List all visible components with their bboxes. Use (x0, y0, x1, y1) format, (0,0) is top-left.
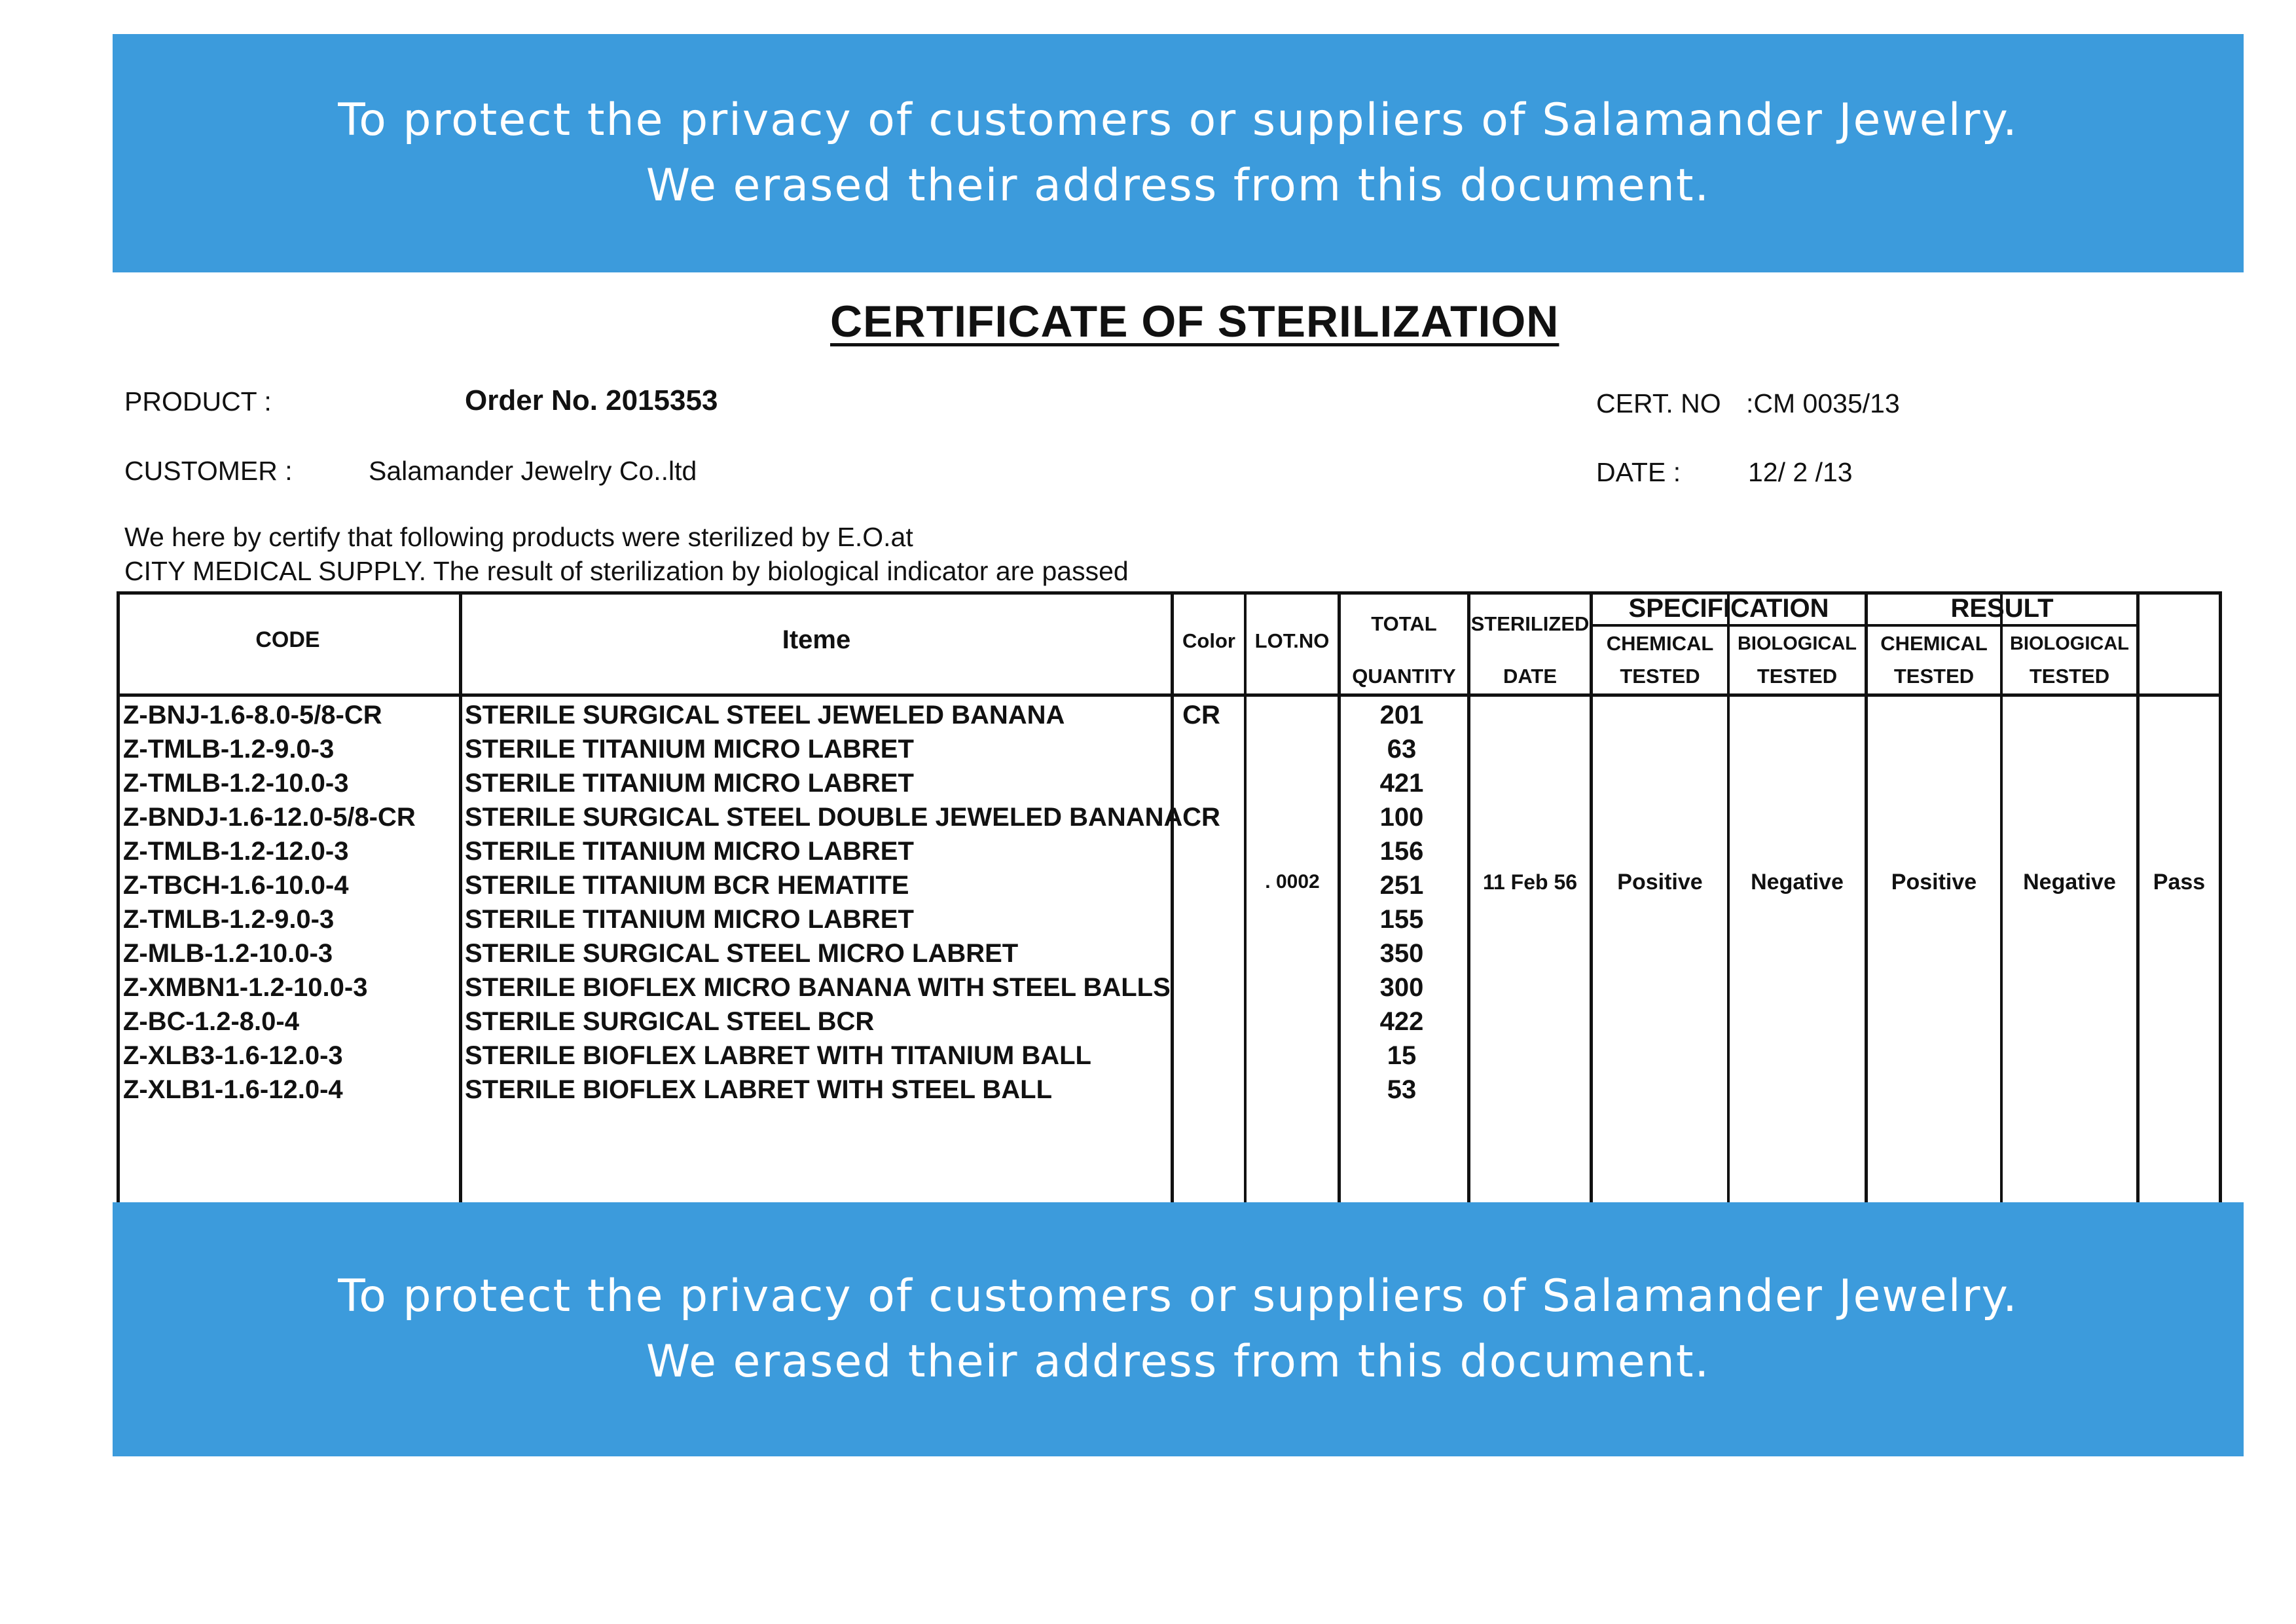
row-code: Z-TMLB-1.2-9.0-3 (123, 735, 335, 764)
row-quantity: 251 (1379, 871, 1424, 900)
table-row (117, 936, 2222, 970)
row-item: STERILE SURGICAL STEEL DOUBLE JEWELED BANANA (465, 803, 1183, 832)
table-row (117, 732, 2222, 766)
table-row (117, 1073, 2222, 1107)
privacy-banner-bottom (113, 1202, 2244, 1456)
customer-label: CUSTOMER : (124, 456, 293, 486)
table-row (117, 1039, 2222, 1073)
row-item: STERILE TITANIUM MICRO LABRET (465, 905, 914, 934)
row-item: STERILE TITANIUM MICRO LABRET (465, 735, 914, 764)
table-header-rule (117, 693, 2222, 697)
header-result-chemical-tested: TESTED (1893, 665, 1975, 688)
banner-line-1: To protect the privacy of customers or suppliers of Salamander Jewelry. (338, 94, 2018, 146)
table-row (117, 800, 2222, 834)
row-code: Z-TMLB-1.2-10.0-3 (123, 769, 349, 798)
table-row (117, 698, 2222, 732)
table-row (117, 970, 2222, 1005)
table-row (117, 1005, 2222, 1039)
spec-biological-value: Negative (1751, 870, 1844, 895)
row-quantity: 300 (1379, 973, 1424, 1002)
result-chemical-value: Positive (1891, 870, 1977, 895)
banner-line-2: We erased their address from this document. (646, 1336, 1711, 1388)
row-color: CR (1182, 701, 1220, 729)
result-biological-value: Negative (2023, 870, 2116, 895)
row-code: Z-TMLB-1.2-12.0-3 (123, 837, 349, 866)
final-result-value: Pass (2153, 870, 2206, 895)
row-code: Z-TMLB-1.2-9.0-3 (123, 905, 335, 934)
customer-value: Salamander Jewelry Co..ltd (369, 456, 697, 486)
header-total: TOTAL (1371, 612, 1437, 635)
header-result-biological-tested: TESTED (2029, 665, 2110, 688)
header-lot-no: LOT.NO (1254, 629, 1330, 652)
header-item: Iteme (782, 625, 851, 654)
row-code: Z-XLB1-1.6-12.0-4 (123, 1075, 343, 1104)
certification-statement (124, 520, 1129, 588)
row-quantity: 53 (1387, 1075, 1417, 1104)
sterilization-table (117, 591, 2222, 1202)
table-row (117, 766, 2222, 800)
row-code: Z-BNDJ-1.6-12.0-5/8-CR (123, 803, 416, 832)
header-spec-biological: BIOLOGICAL (1737, 633, 1857, 654)
table-body (117, 698, 2222, 1107)
row-quantity: 422 (1379, 1007, 1424, 1036)
table-row (117, 834, 2222, 868)
row-quantity: 421 (1379, 769, 1424, 798)
row-item: STERILE TITANIUM MICRO LABRET (465, 837, 914, 866)
row-quantity: 63 (1387, 735, 1417, 764)
row-quantity: 156 (1379, 837, 1424, 866)
header-result-chemical: CHEMICAL (1880, 632, 1988, 655)
header-spec-biological-tested: TESTED (1757, 665, 1838, 688)
row-quantity: 350 (1379, 939, 1424, 968)
row-color: CR (1182, 803, 1220, 832)
header-result-biological: BIOLOGICAL (2009, 633, 2130, 654)
row-item: STERILE SURGICAL STEEL BCR (465, 1007, 875, 1036)
privacy-banner-top (113, 34, 2244, 272)
row-code: Z-BNJ-1.6-8.0-5/8-CR (123, 701, 382, 729)
row-quantity: 15 (1387, 1041, 1417, 1070)
header-color: Color (1182, 629, 1235, 652)
product-label: PRODUCT : (124, 386, 272, 416)
row-quantity: 201 (1379, 701, 1424, 729)
header-sterilized-date: DATE (1503, 665, 1558, 688)
header-code: CODE (255, 627, 320, 652)
header-spec-chemical-tested: TESTED (1620, 665, 1700, 688)
row-code: Z-TBCH-1.6-10.0-4 (123, 871, 349, 900)
statement-line-1: We here by certify that following products were sterilized by E.O.at (124, 522, 913, 552)
banner-line-2: We erased their address from this document. (646, 160, 1711, 212)
banner-line-1: To protect the privacy of customers or suppliers of Salamander Jewelry. (338, 1270, 2018, 1322)
header-specification: SPECIFICATION (1628, 594, 1829, 623)
row-code: Z-XLB3-1.6-12.0-3 (123, 1041, 343, 1070)
row-item: STERILE BIOFLEX MICRO BANANA WITH STEEL BALLS (465, 973, 1171, 1002)
statement-line-2: CITY MEDICAL SUPPLY. The result of sterilization by biological indicator are passed (124, 556, 1129, 586)
header-result: RESULT (1950, 594, 2054, 623)
row-code: Z-MLB-1.2-10.0-3 (123, 939, 333, 968)
row-code: Z-BC-1.2-8.0-4 (123, 1007, 299, 1036)
cert-no-value: :CM 0035/13 (1746, 388, 1900, 418)
table-row (117, 902, 2222, 936)
date-label: DATE : (1596, 457, 1681, 487)
row-item: STERILE SURGICAL STEEL MICRO LABRET (465, 939, 1019, 968)
header-quantity: QUANTITY (1352, 665, 1456, 688)
lot-number: . 0002 (1265, 871, 1320, 893)
row-item: STERILE TITANIUM BCR HEMATITE (465, 871, 909, 900)
order-number: Order No. 2015353 (465, 384, 718, 416)
date-value: 12/ 2 /13 (1748, 457, 1853, 487)
header-sterilized: STERILIZED (1470, 612, 1590, 635)
header-spec-chemical: CHEMICAL (1606, 632, 1714, 655)
cert-no-label: CERT. NO (1596, 388, 1721, 418)
document-title: CERTIFICATE OF STERILIZATION (830, 297, 1559, 346)
spec-chemical-value: Positive (1617, 870, 1703, 895)
row-item: STERILE SURGICAL STEEL JEWELED BANANA (465, 701, 1065, 729)
row-item: STERILE BIOFLEX LABRET WITH TITANIUM BALL (465, 1041, 1091, 1070)
sterilized-date-value: 11 Feb 56 (1482, 870, 1578, 894)
row-quantity: 155 (1379, 905, 1424, 934)
row-item: STERILE BIOFLEX LABRET WITH STEEL BALL (465, 1075, 1053, 1104)
row-quantity: 100 (1379, 803, 1424, 832)
row-item: STERILE TITANIUM MICRO LABRET (465, 769, 914, 798)
row-code: Z-XMBN1-1.2-10.0-3 (123, 973, 368, 1002)
